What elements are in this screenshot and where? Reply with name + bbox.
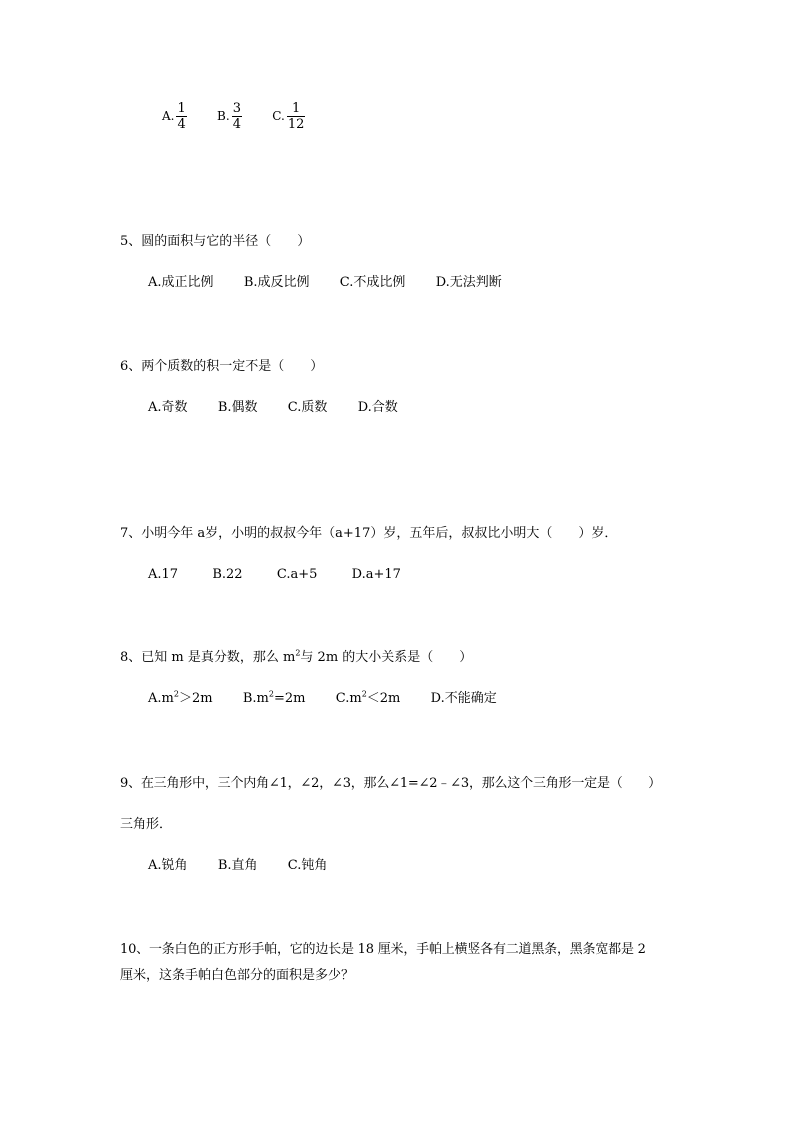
q8-option-b-rest: =2m: [273, 691, 306, 706]
q5-option-d: D.无法判断: [435, 275, 502, 290]
q7-option-b: B.22: [212, 567, 243, 582]
q9-option-a: A.锐角: [148, 858, 188, 873]
q5-option-a: A.成正比例: [148, 275, 214, 290]
q8-option-d: D.不能确定: [430, 691, 497, 706]
q6-stem: 6、两个质数的积一定不是（ ）: [120, 359, 324, 374]
q8-option-c-base: C.m: [335, 691, 362, 706]
q6-option-c: C.质数: [287, 400, 328, 415]
q9-stem-line1: 9、在三角形中，三个内角∠1，∠2，∠3，那么∠1=∠2﹣∠3，那么这个三角形一定是（ ）: [120, 776, 661, 791]
q8-stem: [120, 650, 472, 666]
q4-option-c-denominator: 12: [287, 117, 305, 132]
q4-option-c-numerator: 1: [291, 101, 301, 116]
q7-stem: 7、小明今年 a岁，小明的叔叔今年（a+17）岁，五年后，叔叔比小明大（ ）岁．: [120, 526, 618, 541]
q8-option-c: [336, 691, 401, 706]
q8-option-c-exponent: 2: [361, 689, 367, 699]
q8-option-b: [243, 691, 306, 706]
q6-option-a: A.奇数: [148, 400, 188, 415]
q8-stem-part2: 与 2m 的大小关系是（ ）: [300, 650, 473, 665]
q7-option-d: D.a+17: [351, 567, 401, 582]
q5-stem: 5、圆的面积与它的半径（ ）: [120, 234, 311, 249]
q9-option-c: C.钝角: [287, 858, 328, 873]
q5-option-b: B.成反比例: [243, 275, 310, 290]
q9-stem-line2: 三角形．: [120, 817, 173, 832]
q4-option-a-label: A.: [162, 109, 175, 123]
q5-option-c: C.不成比例: [339, 275, 406, 290]
q5-options: [148, 275, 502, 291]
q6-option-b: B.偶数: [217, 400, 258, 415]
q4-option-b: [217, 101, 246, 132]
q7-options: [148, 567, 401, 583]
q4-option-c: [272, 101, 305, 132]
q9-options: [148, 858, 327, 874]
q4-option-a: [162, 101, 191, 132]
q8-option-c-rest: ＜2m: [366, 691, 401, 706]
q8-stem-part1: 8、已知 m 是真分数，那么 m: [120, 650, 296, 665]
q8-options: [148, 691, 497, 707]
q9-option-b: B.直角: [217, 858, 258, 873]
q4-option-a-numerator: 1: [177, 101, 186, 116]
q8-option-a-rest: ＞2m: [178, 691, 213, 706]
q4-options: [162, 100, 305, 133]
q4-option-a-denominator: 4: [177, 117, 186, 132]
q8-option-b-base: B.m: [242, 691, 269, 706]
q6-options: [148, 400, 398, 416]
q4-option-c-fraction: [287, 101, 306, 132]
q4-option-b-label: B.: [217, 109, 230, 123]
q8-option-a: [148, 691, 213, 706]
q10-stem-line1: 10、一条白色的正方形手帕，它的边长是 18 厘米，手帕上横竖各有二道黑条，黑条宽都是 2: [120, 942, 646, 957]
q8-option-b-exponent: 2: [268, 689, 274, 699]
q6-option-d: D.合数: [357, 400, 398, 415]
q8-stem-exponent: 2: [295, 648, 301, 658]
q8-option-a-exponent: 2: [173, 689, 179, 699]
q4-option-b-denominator: 4: [232, 117, 241, 132]
q4-option-b-fraction: [232, 101, 242, 132]
q7-option-c: C.a+5: [276, 567, 318, 582]
q7-option-a: A.17: [148, 567, 179, 582]
q8-option-a-base: A.m: [148, 691, 174, 706]
q10-stem-line2: 厘米，这条手帕白色部分的面积是多少？: [120, 968, 355, 983]
q4-option-c-label: C.: [272, 109, 285, 123]
q4-option-a-fraction: [176, 101, 186, 132]
q4-option-b-numerator: 3: [232, 101, 241, 116]
